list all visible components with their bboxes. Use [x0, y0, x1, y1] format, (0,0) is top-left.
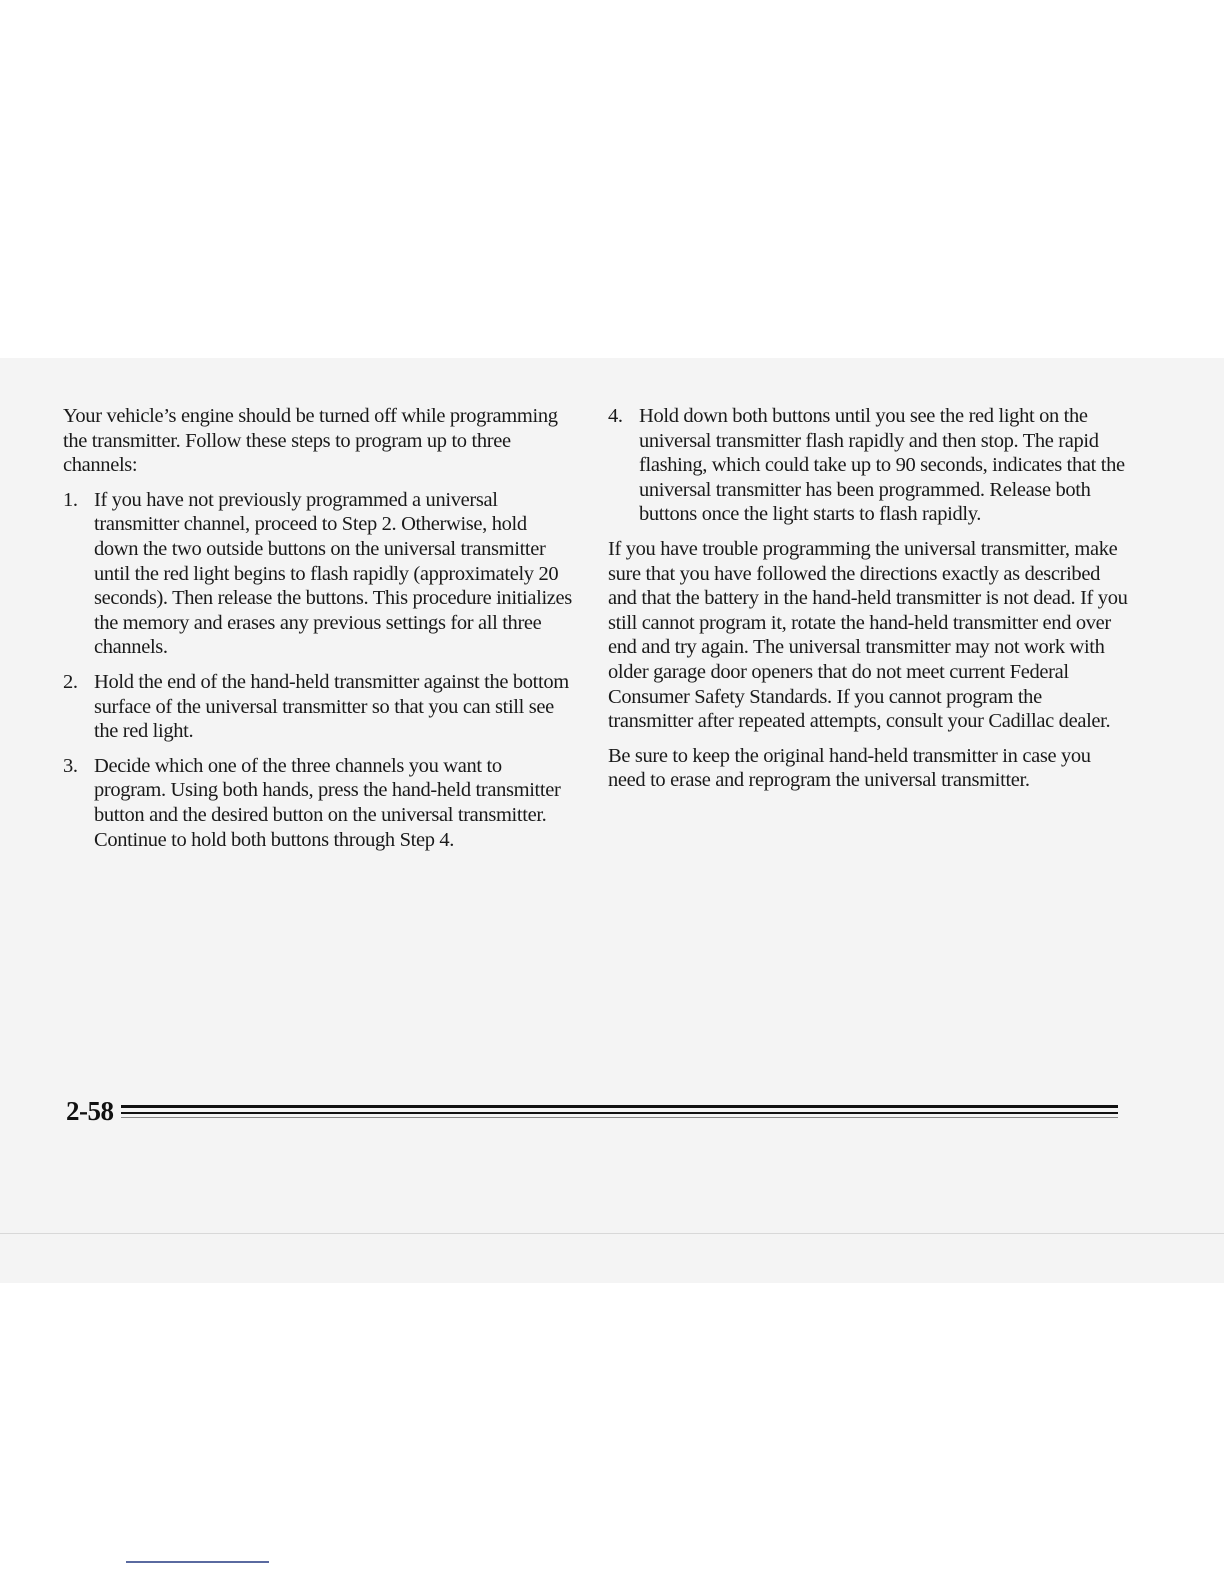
- keep-transmitter-paragraph: Be sure to keep the original hand-held transmitter in case you need to erase and reprogram the universal transmitter.: [608, 744, 1091, 792]
- step-text: Hold down both buttons until you see the red light on the universal transmitter flash rapidly and then stop. The rapid flashing, which could take up to 90 seconds, indicates that the universal transmitter has been programmed. Release both buttons once the light starts to flash rapidly.: [639, 405, 1125, 526]
- footer-rule: [121, 1112, 1118, 1114]
- left-column: [63, 404, 575, 862]
- intro-paragraph: Your vehicle’s engine should be turned off while programming the transmitter. Follow these steps to program up to three channels:: [63, 405, 558, 477]
- step-text: Decide which one of the three channels you want to program. Using both hands, press the hand-held transmitter button and the desired button on the universal transmitter. Continue to hold both buttons through Step 4.: [94, 754, 561, 851]
- right-column: [608, 404, 1130, 803]
- page-footer: [66, 1094, 1118, 1134]
- trouble-paragraph: If you have trouble programming the universal transmitter, make sure that you have followed the directions exactly as described and that the battery in the hand-held transmitter is not dead. If you still cannot program it, rotate the hand-held transmitter end over end and try again. The universal transmitter may not work with older garage door openers that do not meet current Federal Consumer Safety Standards. If you cannot program the transmitter after repeated attempts, consult your Cadillac dealer.: [608, 537, 1128, 733]
- step-item-1: [63, 488, 575, 660]
- footer-rule: [121, 1105, 1118, 1108]
- step-text: If you have not previously programmed a universal transmitter channel, proceed to Step 2. Otherwise, hold down the two outside buttons on the universal transmitter until the red light begins to flash rapidly (approximately 20 seconds). Then release the buttons. This procedure initializes the memory and erases any previous settings for all three channels.: [94, 488, 572, 659]
- steps-list-left: [63, 488, 575, 852]
- steps-list-right: [608, 404, 1130, 527]
- step-item-4: [608, 404, 1130, 527]
- page-number: 2-58: [66, 1096, 114, 1126]
- step-item-3: [63, 754, 575, 852]
- scan-edge-line: [0, 1233, 1224, 1234]
- step-item-2: [63, 670, 575, 744]
- step-number: 2.: [63, 670, 78, 693]
- scan-artifact-line: [126, 1561, 269, 1563]
- footer-rule: [121, 1117, 1118, 1118]
- step-number: 3.: [63, 754, 78, 777]
- step-text: Hold the end of the hand-held transmitter against the bottom surface of the universal transmitter so that you can still see the red light.: [94, 670, 569, 743]
- step-number: 1.: [63, 488, 78, 511]
- step-number: 4.: [608, 405, 623, 427]
